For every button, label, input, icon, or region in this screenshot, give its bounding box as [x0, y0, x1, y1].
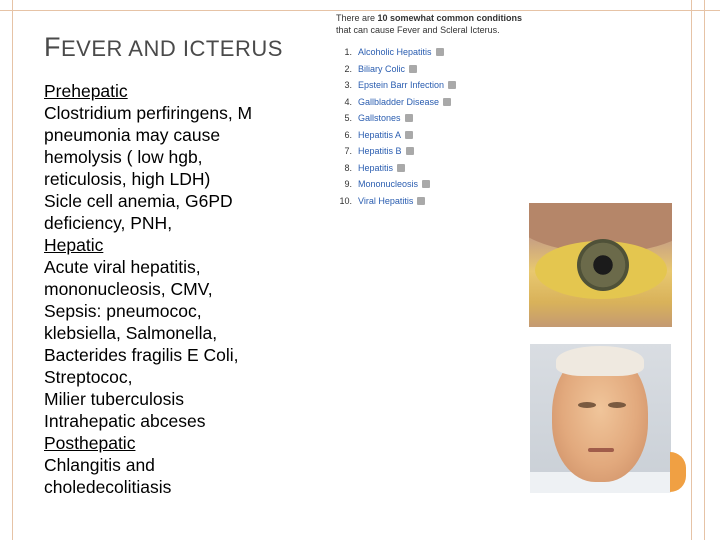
condition-link[interactable]: Epstein Barr Infection: [358, 80, 445, 90]
condition-number: 1.: [344, 47, 352, 57]
body-line: pneumonia may cause: [44, 125, 221, 145]
body-line: Streptococ,: [44, 367, 133, 387]
body-line: mononucleosis, CMV,: [44, 279, 213, 299]
info-badge-icon[interactable]: [448, 81, 456, 89]
info-badge-icon[interactable]: [405, 131, 413, 139]
condition-link[interactable]: Gallstones: [358, 113, 401, 123]
condition-item[interactable]: [336, 94, 546, 111]
jaundiced-face-photo: [530, 344, 671, 493]
slide-title: [44, 32, 283, 63]
condition-number: 5.: [344, 113, 352, 123]
condition-link[interactable]: Mononucleosis: [358, 179, 419, 189]
top-border-line: [0, 10, 720, 11]
info-badge-icon[interactable]: [406, 147, 414, 155]
condition-number: 4.: [344, 96, 352, 107]
body-line: Sepsis: pneumococ,: [44, 301, 202, 321]
conditions-list: [336, 44, 546, 209]
info-badge-icon[interactable]: [405, 114, 413, 122]
info-badge-icon[interactable]: [409, 65, 417, 73]
condition-number: 10.: [339, 195, 352, 206]
info-badge-icon[interactable]: [397, 164, 405, 172]
right-border-line-2: [704, 0, 705, 540]
left-border-line: [12, 0, 13, 540]
body-line: Sicle cell anemia, G6PD: [44, 191, 233, 211]
body-line: hemolysis ( low hgb,: [44, 147, 203, 167]
body-line: Chlangitis and: [44, 455, 155, 475]
condition-number: 3.: [344, 80, 352, 90]
slide-title-initial: F: [44, 32, 61, 62]
body-line: Milier tuberculosis: [44, 389, 185, 409]
intro-prefix: There are: [336, 13, 378, 23]
condition-link[interactable]: Hepatitis A: [358, 129, 402, 140]
body-line: deficiency, PNH,: [44, 213, 173, 233]
section-heading: Prehepatic: [44, 81, 128, 101]
slide-body-text: [44, 80, 304, 498]
body-line: reticulosis, high LDH): [44, 169, 211, 189]
info-badge-icon[interactable]: [422, 180, 430, 188]
condition-link[interactable]: Biliary Colic: [358, 63, 406, 74]
body-line: Acute viral hepatitis,: [44, 257, 201, 277]
section-heading: Hepatic: [44, 235, 104, 255]
jaundiced-eye-photo: [529, 203, 672, 327]
condition-item[interactable]: [336, 44, 546, 61]
info-badge-icon[interactable]: [443, 98, 451, 106]
condition-link[interactable]: Hepatitis B: [358, 146, 402, 156]
body-line: klebsiella, Salmonella,: [44, 323, 218, 343]
intro-suffix: that can cause Fever and Scleral Icterus.: [336, 25, 500, 35]
body-line: Intrahepatic abceses: [44, 411, 206, 431]
body-line: Clostridium perfiringens, M: [44, 103, 253, 123]
info-badge-icon[interactable]: [436, 48, 444, 56]
condition-item[interactable]: [336, 143, 546, 160]
page-tab-marker: [670, 452, 686, 492]
condition-number: 6.: [344, 129, 352, 140]
condition-number: 7.: [344, 146, 352, 156]
condition-item[interactable]: [336, 193, 546, 210]
condition-item[interactable]: [336, 61, 546, 78]
body-line: choledecolitiasis: [44, 477, 172, 497]
condition-number: 2.: [344, 63, 352, 74]
condition-link[interactable]: Hepatitis: [358, 162, 394, 173]
condition-link[interactable]: Gallbladder Disease: [358, 96, 440, 107]
condition-item[interactable]: [336, 176, 546, 193]
intro-emphasis: 10 somewhat common conditions: [377, 13, 523, 23]
slide-title-rest: EVER AND ICTERUS: [61, 36, 283, 61]
condition-link[interactable]: Alcoholic Hepatitis: [358, 47, 432, 57]
condition-link[interactable]: Viral Hepatitis: [358, 195, 414, 206]
body-line: Bacterides fragilis E Coli,: [44, 345, 239, 365]
info-badge-icon[interactable]: [417, 197, 425, 205]
condition-number: 9.: [344, 179, 352, 189]
condition-item[interactable]: [336, 110, 546, 127]
conditions-intro: [336, 12, 546, 36]
right-border-line-1: [691, 0, 692, 540]
condition-item[interactable]: [336, 77, 546, 94]
condition-item[interactable]: [336, 160, 546, 177]
condition-item[interactable]: [336, 127, 546, 144]
section-heading: Posthepatic: [44, 433, 136, 453]
conditions-panel: [336, 12, 546, 209]
condition-number: 8.: [344, 162, 352, 173]
